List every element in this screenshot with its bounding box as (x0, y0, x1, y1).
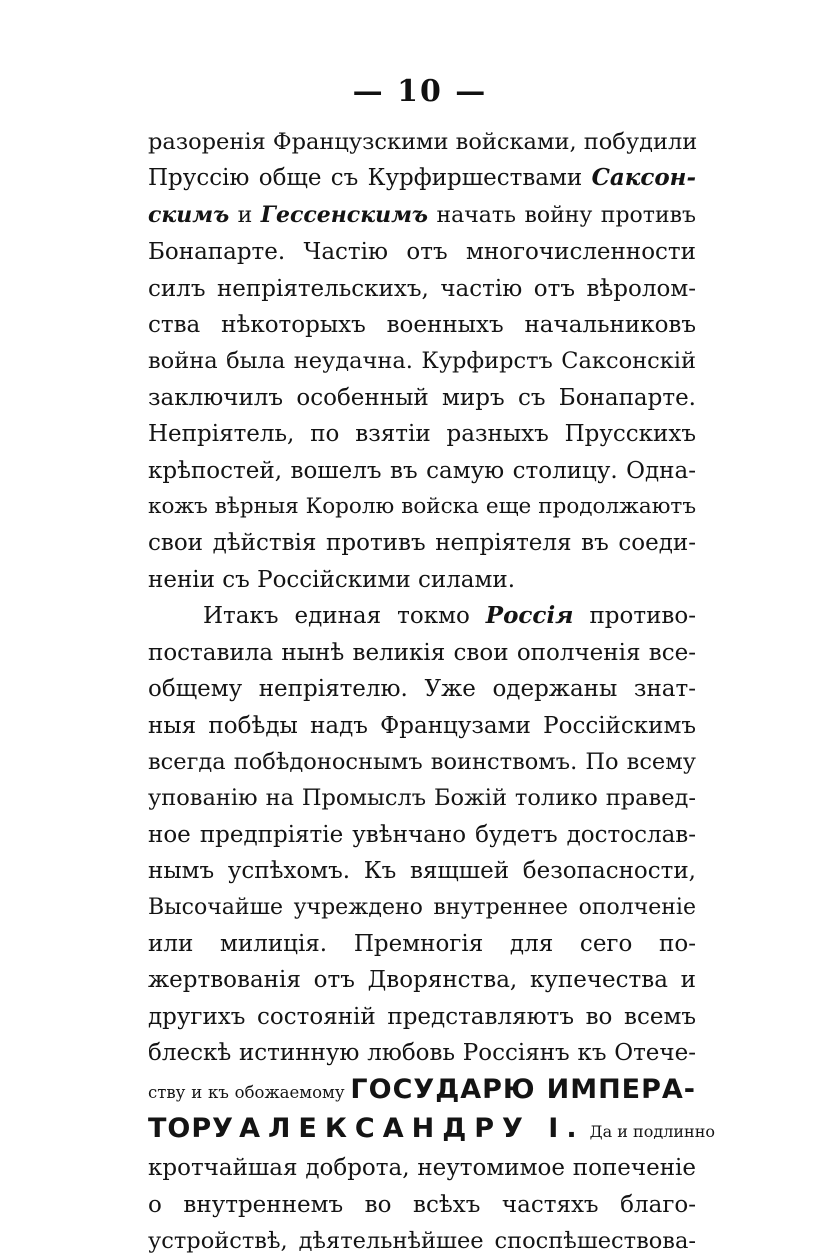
text-line: блескѣ истинную любовь Россіянъ къ Отече- (148, 1040, 696, 1067)
text-line: свои дѣйствія противъ непріятеля въ соеди- (148, 530, 696, 557)
text-line: общему непріятелю. Уже одержаны знат- (148, 676, 696, 703)
text-line: война была неудачна. Курфирстъ Саксонскій (148, 348, 696, 375)
text-line: поставила нынѣ великія свои ополченія все- (148, 639, 696, 666)
text-line: Непріятель, по взятіи разныхъ Прусскихъ (148, 421, 696, 448)
text-line: Бонапарте. Частію отъ многочисленности (148, 239, 696, 266)
text-line: силъ непріятельскихъ, частію отъ вѣролом- (148, 275, 696, 302)
text-line: заключилъ особенный миръ съ Бонапарте. (148, 384, 696, 411)
text-line: другихъ состояній представляютъ во всемъ (148, 1003, 696, 1030)
text-line: скимъ и Гессенскимъ начать войну противъ (148, 201, 697, 228)
text-line: всегда побѣдоноснымъ воинствомъ. По всему (148, 748, 696, 775)
body-text (148, 124, 715, 1260)
text-line: разоренія Французскими войсками, побудили (148, 129, 698, 155)
text-line: Итакъ единая токмо Россія противо- (203, 602, 696, 630)
text-line: Пруссію обще съ Курфиршествами Саксон- (148, 164, 696, 192)
text-line: Высочайше учреждено внутреннее ополченіе (148, 894, 696, 920)
text-line: ныя побѣды надъ Французами Россійскимъ (148, 712, 696, 739)
text-line: крѣпостей, вошелъ въ самую столицу. Одна- (148, 457, 696, 484)
text-line: о внутреннемъ во всѣхъ частяхъ благо- (148, 1191, 696, 1218)
text-line: кротчайшая доброта, неутомимое попеченіе (148, 1155, 696, 1182)
text-line: ству и къ обожаемому ГОСУДАРЮ ИМПЕРА- (148, 1073, 697, 1105)
text-line: ства нѣкоторыхъ военныхъ начальниковъ (148, 312, 696, 339)
text-line: устройствѣ, дѣятельнѣйшее споспѣшествова- (148, 1228, 696, 1255)
text-line: упованію на Промыслъ Божій толико правед- (148, 785, 696, 812)
text-line: кожъ вѣрныя Королю войска еще продолжаютъ (148, 494, 696, 520)
text-line: жертвованія отъ Дворянства, купечества и (148, 967, 696, 994)
text-line: неніи съ Россійскими силами. (148, 566, 516, 593)
text-line: ТОРУ АЛЕКСАНДРУ I. Да и подлинно (148, 1112, 715, 1144)
text-line: нымъ успѣхомъ. Къ вящшей безопасности, (148, 858, 696, 885)
text-line: или милиція. Премногія для сего по- (148, 930, 696, 957)
page-number: — 10 — (352, 74, 488, 109)
text-line: ное предпріятіе увѣнчано будетъ достослав- (148, 821, 696, 848)
